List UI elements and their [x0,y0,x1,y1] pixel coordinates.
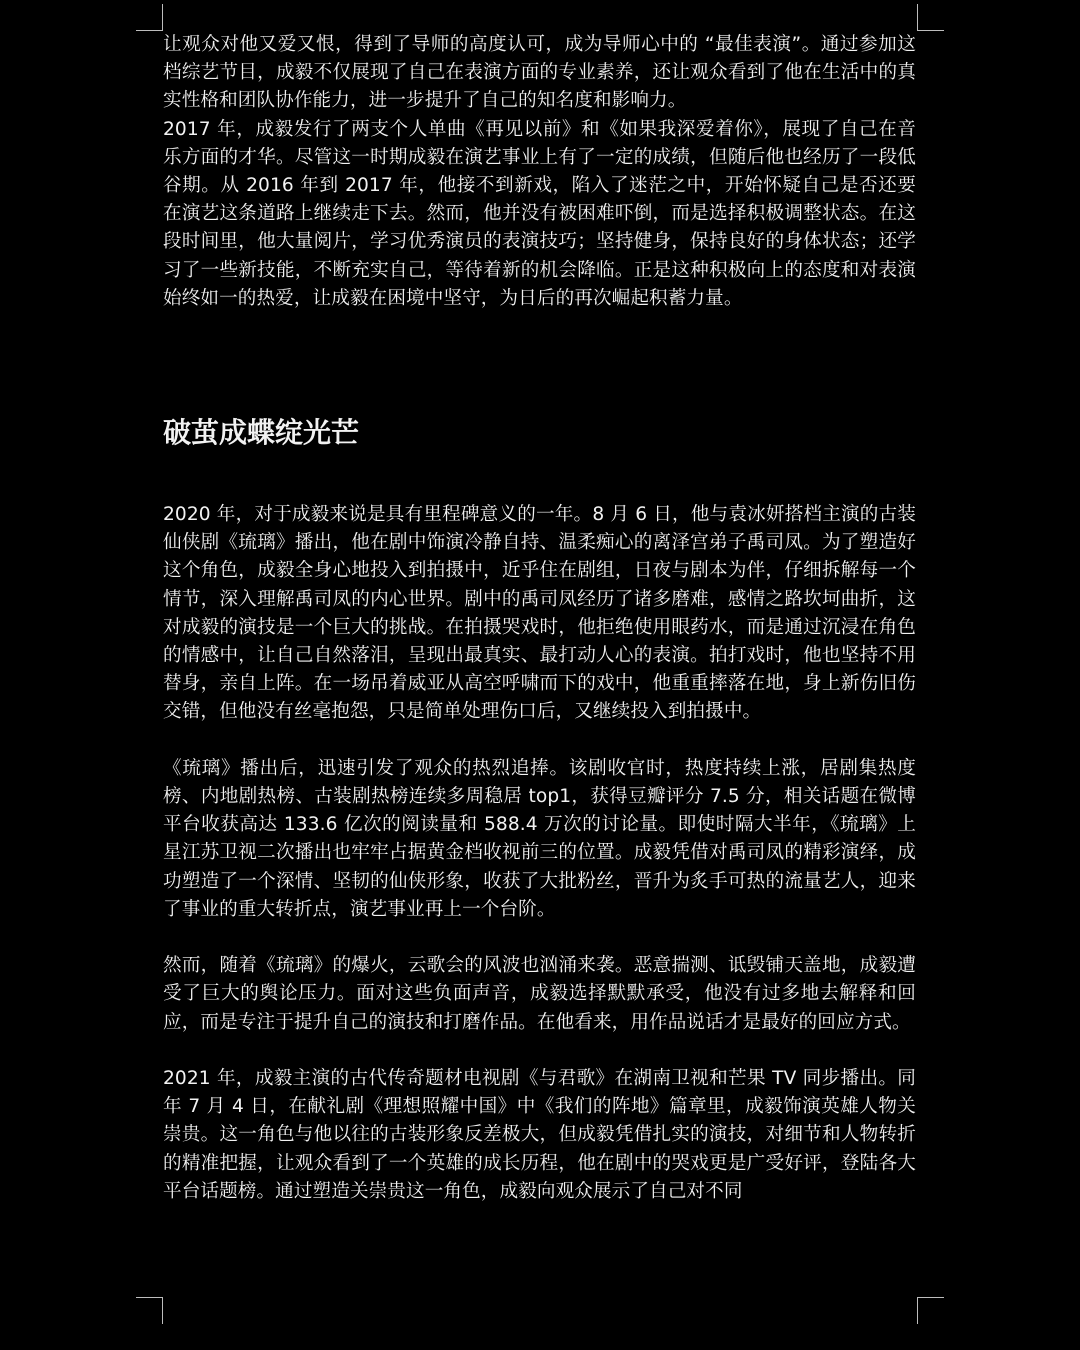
paragraph-spacer [163,727,916,755]
crop-mark-top-left [136,4,163,31]
paragraph-2017-singles: 2017 年，成毅发行了两支个人单曲《再见以前》和《如果我深爱着你》，展现了自己在音乐方面的才华。尽管这一时期成毅在演艺事业上有了一定的成绩，但随后他也经历了一段低谷期。从 2016 年到 2017 年，他接不到新戏，陷入了迷茫之中，开始怀疑自己是否还要在演艺这条道路上继续走下去。然而，他并没有被困难吓倒，而是选择积极调整状态。在这段时间里，他大量阅片，学习优秀演员的表演技巧；坚持健身，保持良好的身体状态；还学习了一些新技能，不断充实自己，等待着新的机会降临。正是这种积极向上的态度和对表演始终如一的热爱，让成毅在困境中坚守，为日后的再次崛起积蓄力量。 [163,118,916,309]
crop-mark-bottom-left [136,1297,163,1324]
paragraph-spacer [163,924,916,952]
paragraph-liuli-reception: 《琉璃》播出后，迅速引发了观众的热烈追捧。该剧收官时，热度持续上涨，居剧集热度榜、内地剧热榜、古装剧热榜连续多周稳居 top1，获得豆瓣评分 7.5 分，相关话题在微博平台收获高达 133.6 亿次的阅读量和 588.4 万次的讨论量。即使时隔大半年，《琉璃》上星江苏卫视二次播出也牢牢占据黄金档收视前三的位置。成毅凭借对禹司凤的精彩演绎，成功塑造了一个深情、坚韧的仙侠形象，收获了大批粉丝，晋升为炙手可热的流量艺人，迎来了事业的重大转折点，演艺事业再上一个台阶。 [163,757,916,920]
crop-mark-top-right [917,4,944,31]
section-heading: 破茧成蝶绽光芒 [163,416,360,450]
document-page [163,31,916,1206]
paragraph-controversy: 然而，随着《琉璃》的爆火，云歌会的风波也汹涌来袭。恶意揣测、诋毁铺天盖地，成毅遭受了巨大的舆论压力。面对这些负面声音，成毅选择默默承受，他没有过多地去解释和回应，而是专注于提升自己的演技和打磨作品。在他看来，用作品说话才是最好的回应方式。 [163,955,916,1033]
paragraph-continued-intro: 让观众对他又爱又恨，得到了导师的高度认可，成为导师心中的 “最佳表演”。通过参加这档综艺节目，成毅不仅展现了自己在表演方面的专业素养，还让观众看到了他在生活中的真实性格和团队协作能力，进一步提升了自己的知名度和影响力。 [163,34,916,112]
paragraph-2020-liuli: 2020 年，对于成毅来说是具有里程碑意义的一年。8 月 6 日，他与袁冰妍搭档主演的古装仙侠剧《琉璃》播出，他在剧中饰演冷静自持、温柔痴心的离泽宫弟子禹司凤。为了塑造好这个角色，成毅全身心地投入到拍摄中，近乎住在剧组，日夜与剧本为伴，仔细拆解每一个情节，深入理解禹司凤的内心世界。剧中的禹司凤经历了诸多磨难，感情之路坎坷曲折，这对成毅的演技是一个巨大的挑战。在拍摄哭戏时，他拒绝使用眼药水，而是通过沉浸在角色的情感中，让自己自然落泪，呈现出最真实、最打动人心的表演。拍打戏时，他也坚持不用替身，亲自上阵。在一场吊着威亚从高空呼啸而下的戏中，他重重摔落在地，身上新伤旧伤交错，但他没有丝毫抱怨，只是简单处理伤口后，又继续投入到拍摄中。 [163,504,916,723]
paragraph-spacer [163,1037,916,1065]
paragraph-2021-works: 2021 年，成毅主演的古代传奇题材电视剧《与君歌》在湖南卫视和芒果 TV 同步播出。同年 7 月 4 日，在献礼剧《理想照耀中国》中《我们的阵地》篇章里，成毅饰演英雄人物关崇贵。这一角色与他以往的古装形象反差极大，但成毅凭借扎实的演技，对细节和人物转折的精准把握，让观众看到了一个英雄的成长历程，他在剧中的哭戏更是广受好评，登陆各大平台话题榜。通过塑造关崇贵这一角色，成毅向观众展示了自己对不同 [163,1068,916,1202]
crop-mark-bottom-right [917,1297,944,1324]
